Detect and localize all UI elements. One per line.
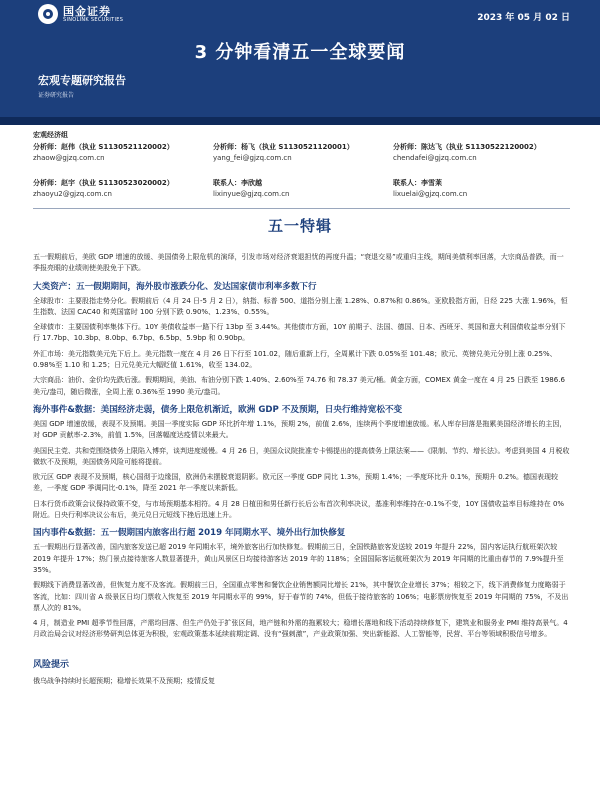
author-entry (393, 142, 573, 164)
team-name: 宏观经济组 (33, 131, 68, 139)
author-email[interactable]: chendafei@gjzq.com.cn (393, 154, 477, 162)
author-email[interactable]: zhaoyu2@gjzq.com.cn (33, 190, 112, 198)
report-date: 2023 年 05 月 02 日 (477, 13, 570, 23)
report-subtitle: 证券研究报告 (38, 92, 75, 99)
author-block (33, 130, 573, 200)
body-paragraph: 五一假期出行显著改善，国内旅客发送已超 2019 年同期水平，境外旅客出行加快修复。假期前三日，全国铁路旅客发送较 2019 年提升 22%，国内客运执行航班架次较 2019 年提升 17%；热门景点接待旅客人数显著提升，黄山风景区日均接待游客达 2019 年的 118%；全国国际客运航班架次为 2019 年同期的比重由春节的 7.9%提升至 35%。 (33, 543, 564, 574)
author-email[interactable]: lixuelai@gjzq.com.cn (393, 190, 468, 198)
author-name: 联系人：李欣越 (213, 179, 262, 187)
body-paragraph: 美国 GDP 增速放缓，表现不及预期。美国一季度实际 GDP 环比折年增 1.1%，预期 2%，前值 2.6%，连续两个季度增速放缓。私人库存回落是拖累美国经济增长的主因，对 GDP 贡献率-2.3%，前值 1.5%，回落幅度达疫情以来最大。 (33, 419, 567, 440)
section-heading-domestic: 国内事件&数据：五一假期国内旅客出行超 2019 年同期水平、境外出行加快修复 (33, 528, 346, 539)
author-entry (33, 142, 213, 164)
body-paragraph: 全球债市：主要国债利率集体下行。10Y 美债收益率一路下行 13bp 至 3.44%。其他债市方面，10Y 前期子、法国、德国、日本、西班牙、英国和意大利国债收益率分别下行 17.7bp、10.3bp、8.0bp、6.7bp、6.5bp、5.9bp 和 0.90bp。 (33, 323, 566, 343)
logo-english-name: SINOLINK SECURITIES (63, 16, 124, 23)
author-row (33, 178, 573, 200)
company-logo (38, 4, 123, 24)
author-name: 分析师：杨飞（执业 S1130521120001） (213, 143, 354, 151)
banner-stripe (0, 117, 600, 125)
section-heading-assets: 大类资产：五一假期期间，海外股市涨跌分化、发达国家债市利率多数下行 (33, 281, 317, 292)
report-body (33, 252, 570, 691)
author-email[interactable]: zhaow@gjzq.com.cn (33, 154, 105, 162)
author-row (33, 142, 573, 164)
author-entry (33, 178, 213, 200)
author-entry (213, 178, 393, 200)
body-paragraph: 全球股市：主要股指走势分化。假期前后（4 月 24 日-5 月 2 日），纳指、标普 500、道指分别上涨 1.28%、0.87%和 0.86%。亚欧股指方面，日经 225 大涨 1.96%，恒生指数、法国 CAC40 和英国富时 100 分别下跌 0.90%、1.23%、0.55%。 (33, 296, 568, 316)
author-email[interactable]: yang_fei@gjzq.com.cn (213, 154, 292, 162)
body-paragraph: 美国民主党、共和党围绕债务上限陷入博弈，谈判进度缓慢。4 月 26 日，美国众议院批准专卡锡提出的提高债务上限法案——《限制、节约、增长法》。考虑到美国 4 月税收微软不及预期，美国债务风险可能将提前。 (33, 446, 570, 466)
section-divider (33, 208, 570, 209)
body-paragraph: 4 月，制造业 PMI 超季节性回落，产需均回落、但生产仍处于扩张区间，地产链和外需的拖累较大；稳增长落地和线下活动持续修复下，建筑业和服务业 PMI 维持高景气。4 月政治局会议对经济形势研判总体更为积极，宏观政策基本延续前期定调、没有“强刺激”，产业政策加强、突出新能源、人工智能等，民营、平台等领域积极信号增多。 (33, 619, 568, 639)
body-paragraph: 外汇市场：美元指数美元先下后上。美元指数一度在 4 月 26 日下行至 101.02，随后重新上行，全周累计下跌 0.05%至 101.48；欧元、英镑兑美元分别上涨 0.25%、0.98%至 1.10 和 1.25；日元兑美元大幅贬值 1.61%，收至 134.02。 (33, 349, 557, 370)
author-name: 联系人：李雪莱 (393, 179, 442, 187)
author-name: 分析师：赵伟（执业 S1130521120002） (33, 143, 174, 151)
section-heading-overseas: 海外事件&数据：美国经济走弱，债务上限危机渐近，欧洲 GDP 不及预期，日央行维持宽松不变 (33, 404, 403, 415)
intro-paragraph: 五一假期前后，美欧 GDP 增速的放缓、美国债务上限危机的演绎，引发市场对经济衰退担忧的再度升温；“衰退交易”或重归主线，期间美债利率回落，大宗商品普跌，而一季报亮眼的业绩则使美股免于下跌。 (33, 253, 564, 273)
body-paragraph: 假期线下消费显著改善，但恢复力度不及客流。假期前三日，全国重点零售和餐饮企业销售额同比增长 21%，其中餐饮企业增长 37%；相较之下，线下消费修复力度略弱于客流，比如：四川省 A 级景区日均门票收入恢复至 2019 年同期水平的 99%，好于春节的 74%，但低于接待旅客的 106%；电影票房恢复至 2019 年同期的 75%，不及出票人次的 81%。 (33, 581, 569, 612)
author-email[interactable]: lixinyue@gjzq.com.cn (213, 190, 290, 198)
report-title: 3 分钟看清五一全球要闻 (194, 42, 406, 63)
logo-name: 国金证券 (63, 4, 111, 18)
author-name: 分析师：陈达飞（执业 S1130522120002） (393, 143, 541, 151)
risk-text: 俄乌战争持续时长超预期；稳增长效果不及预期；疫情反复 (33, 676, 215, 685)
body-paragraph: 日本行货币政策会议保持政策不变，与市场预期基本相符。4 月 28 日植田和男任新行长后公布首次利率决议，基准利率维持在-0.1%不变，10Y 国债收益率目标维持在 0%附近。日央行利率决议公布后，美元兑日元短线下挫后迅速上升。 (33, 499, 565, 520)
body-paragraph: 欧元区 GDP 表现不及预期，核心国彻于边缘国，欧洲仍未摆脱衰退阴影。欧元区一季度 GDP 同比 1.3%，预期 1.4%；一季度环比升 0.1%，预期升 0.2%。德国表现较差，一季度 GDP 季调同比-0.1%，降至 2021 年一季度以来新低。 (33, 473, 559, 493)
header-banner (0, 0, 600, 125)
subject-title: 五一特辑 (267, 217, 332, 235)
author-name: 分析师：赵宇（执业 S1130523020002） (33, 179, 174, 187)
risk-heading: 风险提示 (33, 659, 70, 670)
body-paragraph: 大宗商品：油价、金价均先跌后涨。假期期间，美油、布油分别下跌 1.40%、2.60%至 74.76 和 78.37 美元/桶。黄金方面，COMEX 黄金一度在 4 月 25 日跌至 1986.6 美元/盎司，随后微涨，全周上涨 0.36%至 1990 美元/盎司。 (33, 376, 565, 396)
logo-mark-icon (38, 4, 58, 24)
author-entry (393, 178, 573, 200)
report-type: 宏观专题研究报告 (38, 74, 126, 87)
author-entry (213, 142, 393, 164)
